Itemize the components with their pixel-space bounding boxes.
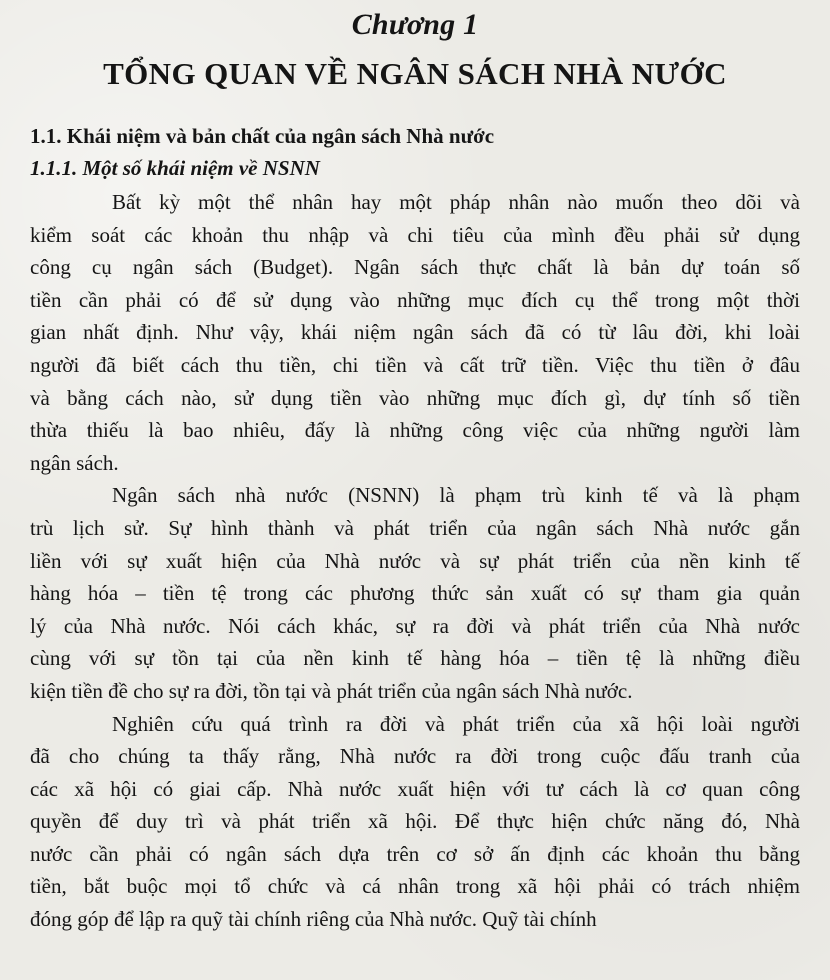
paragraph-line: đã cho chúng ta thấy rằng, Nhà nước ra đời trong cuộc đấu tranh của [30,744,800,769]
paragraph-line: hàng hóa – tiền tệ trong các phương thức sản xuất có sự tham gia quản [30,581,800,606]
paragraph-line: tiền cần phải có để sử dụng vào những mục đích cụ thể trong một thời [30,287,800,312]
paragraph-line: kiện tiền đề cho sự ra đời, tồn tại và phát triển của ngân sách Nhà nước. [30,678,633,703]
paragraph-line: đóng góp để lập ra quỹ tài chính riêng của Nhà nước. Quỹ tài chính [30,907,597,932]
paragraph-line: Bất kỳ một thể nhân hay một pháp nhân nào muốn theo dõi và [112,190,800,214]
section-heading: 1.1. Khái niệm và bản chất của ngân sách Nhà nước [30,124,495,148]
paragraph-3 [30,708,800,936]
paragraph-2 [30,479,800,707]
paragraph-line: trù lịch sử. Sự hình thành và phát triển của ngân sách Nhà nước gắn [30,515,800,540]
paragraph-line: tiền, bắt buộc mọi tổ chức và cá nhân trong xã hội phải có trách nhiệm [30,874,800,899]
body-text [30,186,800,936]
paragraph-line: người đã biết cách thu tiền, chi tiền và cất trữ tiền. Việc thu tiền ở đâu [30,352,800,377]
chapter-title: TỔNG QUAN VỀ NGÂN SÁCH NHÀ NƯỚC [103,56,727,91]
paragraph-line: và bằng cách nào, sử dụng tiền vào những mục đích gì, dự tính số tiền [30,385,800,410]
paragraph-line: Nghiên cứu quá trình ra đời và phát triển của xã hội loài người [112,711,800,736]
subsection-heading: 1.1.1. Một số khái niệm về NSNN [30,156,320,180]
paragraph-line: liền với sự xuất hiện của Nhà nước và sự phát triển của nền kinh tế [30,548,800,573]
paragraph-line: các xã hội có giai cấp. Nhà nước xuất hiện với tư cách là cơ quan công [30,776,800,801]
paragraph-line: cùng với sự tồn tại của nền kinh tế hàng hóa – tiền tệ là những điều [30,646,800,671]
paragraph-line: quyền để duy trì và phát triển xã hội. Để thực hiện chức năng đó, Nhà [30,809,800,834]
paragraph-line: Ngân sách nhà nước (NSNN) là phạm trù kinh tế và là phạm [112,483,800,508]
paragraph-line: ngân sách. [30,450,119,475]
paragraph-line: lý của Nhà nước. Nói cách khác, sự ra đời và phát triển của Nhà nước [30,613,800,638]
paragraph-1 [30,186,800,479]
paragraph-line: thừa thiếu là bao nhiêu, đấy là những công việc của những người làm [30,418,800,443]
paragraph-line: nước cần phải có ngân sách dựa trên cơ sở ấn định các khoản thu bằng [30,841,800,866]
chapter-label: Chương 1 [351,8,479,41]
paragraph-line: công cụ ngân sách (Budget). Ngân sách thực chất là bản dự toán số [30,255,800,280]
paragraph-line: gian nhất định. Như vậy, khái niệm ngân sách đã có từ lâu đời, khi loài [30,320,800,345]
paragraph-line: kiểm soát các khoản thu nhập và chi tiêu của mình đều phải sử dụng [30,222,800,247]
